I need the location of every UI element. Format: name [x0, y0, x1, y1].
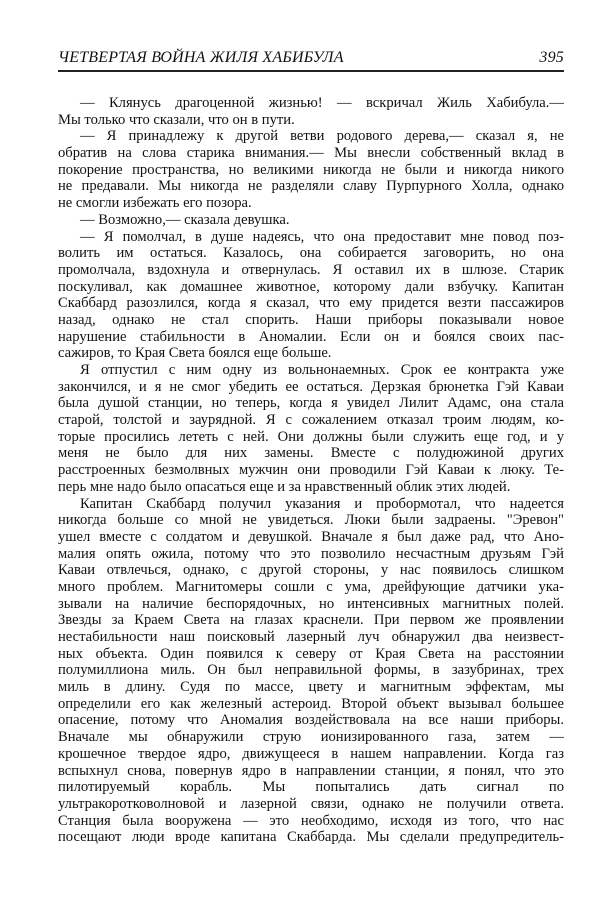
text-line: пилотируемый корабль. Мы попытались дать сигнал по	[58, 779, 564, 796]
text-line: назад, однако не стал спорить. Наши приборы показывали новое	[58, 311, 564, 328]
paragraph	[58, 362, 564, 496]
text-line: посещают люди вроде капитана Скаббарда. Мы сделали предупредитель-	[58, 829, 564, 846]
text-line: расстроенных безмолвных мужчин они проводили Гэй Каваи к люку. Те-	[58, 462, 564, 479]
page-number: 395	[539, 49, 564, 66]
text-line: нестабильности наш поисковый лазерный луч обнаружил два неизвест-	[58, 629, 564, 645]
text-line: промолчала, вздохнула и отвернулась. Я оставил их в шлюзе. Старик	[58, 261, 564, 278]
text-line: крошечное твердое ядро, движущееся в нашем направлении. Когда газ	[58, 745, 564, 762]
text-line: ных объекта. Один появился к северу от Края Света на расстоянии	[58, 645, 564, 662]
text-line: покорение пространства, но великими никогда не были и никогда никого	[58, 161, 564, 178]
text-line: перь мне надо было опасаться еще и за нравственный облик этих людей.	[58, 478, 511, 495]
text-line: не смогли избежать его позора.	[58, 195, 252, 212]
text-line: зывали на наличие беспорядочных, но интенсивных магнитных полей.	[58, 595, 564, 612]
text-line: ушел вместе с солдатом и девушкой. Вначале я был даже рад, что Ано-	[58, 528, 564, 545]
text-line: много проблем. Магнитомеры сошли с ума, дрейфующие датчики ука-	[58, 578, 564, 595]
text-line: поскуливал, как домашнее животное, которому дали взбучку. Капитан	[58, 278, 564, 295]
text-line: малия опять ожила, потому что это позволило несчастным друзьям Гэй	[58, 545, 564, 562]
paragraph	[58, 229, 564, 363]
text-line: опасение, потому что Аномалия воздействовала на все наши приборы.	[58, 712, 564, 729]
text-line: старой, толстой и заурядной. Я с сожалением отказал троим людям, ко-	[58, 412, 564, 429]
text-line: обратив на слова старика внимания.— Мы внесли собственный вклад в	[58, 145, 564, 162]
text-line: — Возможно,— сказала девушка.	[80, 211, 290, 228]
text-line: Мы только что сказали, что он в пути.	[58, 111, 295, 128]
text-line: закончился, и я не смог убедить ее остаться. Дерзкая брюнетка Гэй Каваи	[58, 378, 564, 395]
page-body	[58, 95, 564, 846]
text-line: — Я принадлежу к другой ветви родового дерева,— сказал я, не	[80, 128, 564, 145]
running-title: ЧЕТВЕРТАЯ ВОЙНА ЖИЛЯ ХАБИБУЛА	[58, 49, 344, 66]
paragraph	[58, 95, 564, 128]
text-line: не предавали. Мы никогда не разделяли славу Пурпурного Холла, однако	[58, 178, 564, 195]
running-header	[58, 48, 564, 72]
text-line: Вначале мы обнаружили струю ионизированного газа, затем —	[58, 729, 564, 746]
text-line: Я отпустил с ним одну из вольнонаемных. Срок ее контракта уже	[80, 362, 564, 378]
text-line: Капитан Скаббард получил указания и пробормотал, что надеется	[80, 495, 564, 512]
text-line: меня не было для них замены. Вместе с полудюжиной других	[58, 445, 564, 462]
text-line: сажиров, то Края Света боялся еще больше.	[58, 345, 332, 362]
text-line: нарушение стабильности в Аномалии. Если он и боялся своих пас-	[58, 328, 564, 345]
text-line: волить им остаться. Казалось, она собирается заговорить, но она	[58, 245, 564, 262]
text-line: Звезды за Краем Света на глазах краснели. При первом же проявлении	[58, 612, 564, 629]
text-line: Каваи отвлечься, однако, с другой стороны, у нас появилось слишком	[58, 562, 564, 579]
text-line: Станция была вооружена — это необходимо, исходя из того, что нас	[58, 812, 564, 829]
paragraph	[58, 496, 564, 846]
text-line: ультракоротковолновой и лазерной связи, однако не получили ответа.	[58, 795, 564, 812]
text-line: — Я помолчал, в душе надеясь, что она предоставит мне повод поз-	[80, 228, 564, 245]
text-line: полумиллиона миль. Он был неправильной формы, в зазубринах, трех	[58, 662, 564, 679]
text-line: — Клянусь драгоценной жизнью! — вскричал Жиль Хабибула.—	[80, 95, 564, 111]
text-line: Скаббард разозлился, когда я сказал, что ему придется везти пассажиров	[58, 295, 564, 312]
text-line: вспыхнул снова, повернув ядро в направлении станции, я понял, что это	[58, 762, 564, 779]
text-line: была душой станции, но теперь, когда я увидел Лилит Адамс, она стала	[58, 395, 564, 412]
paragraph	[58, 128, 564, 211]
paragraph	[58, 212, 564, 229]
text-line: торые просились лететь с ней. Они должны были служить еще год, и у	[58, 428, 564, 445]
text-line: никогда больше со мной не увидеться. Люки были задраены. "Эревон"	[58, 512, 564, 529]
text-line: миль в длину. Судя по массе, цвету и магнитным эффектам, мы	[58, 679, 564, 696]
text-line: определили его как железный астероид. Второй объект вызывал большее	[58, 695, 564, 712]
